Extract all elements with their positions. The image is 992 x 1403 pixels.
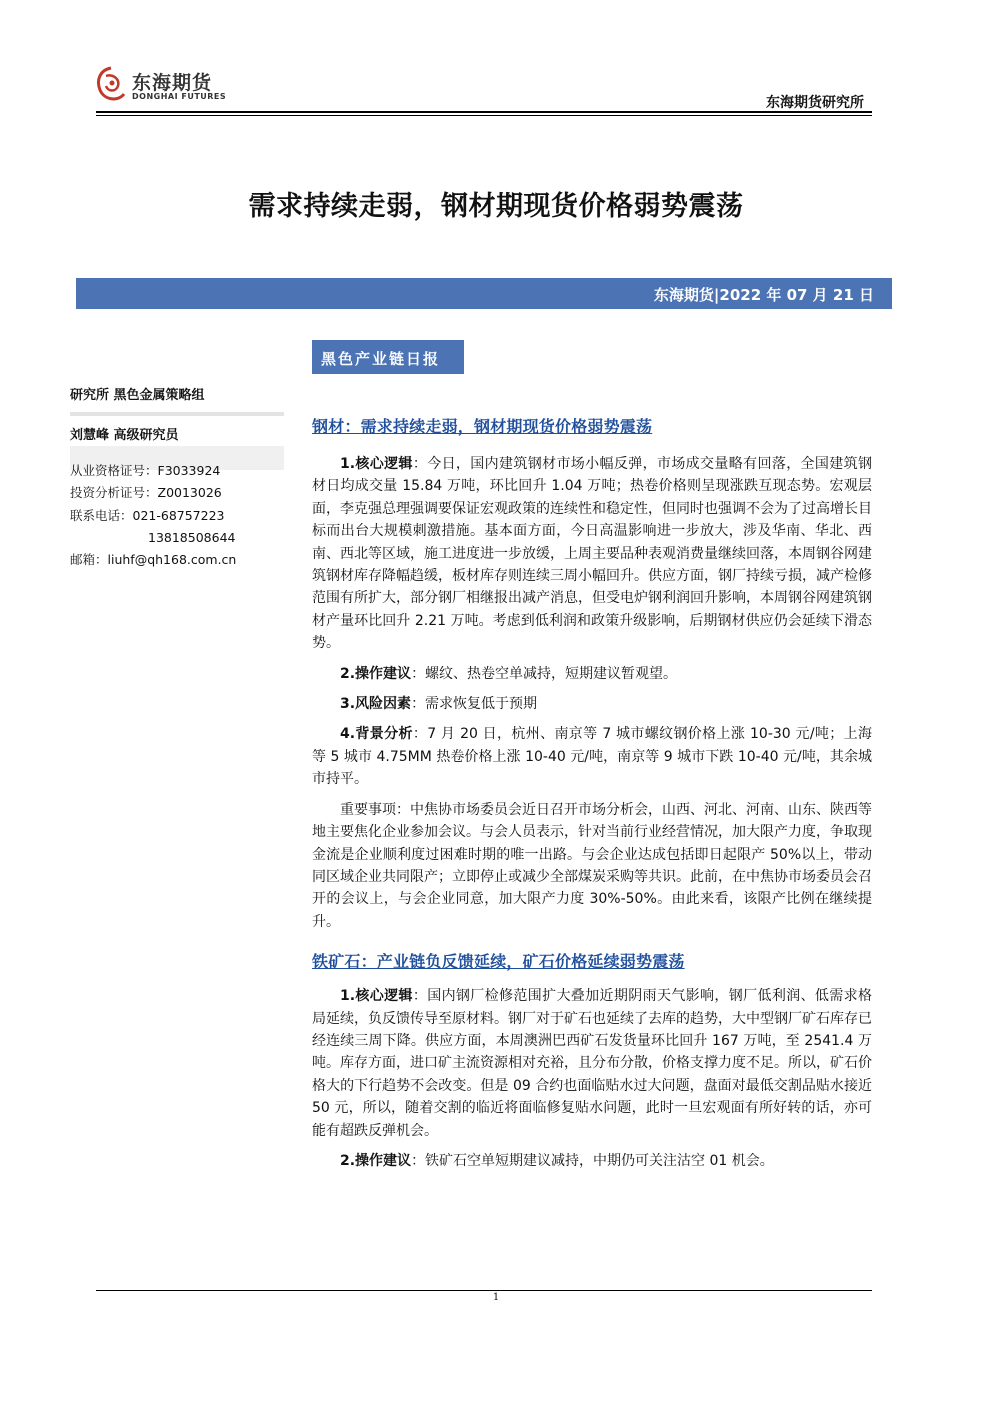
date-banner bbox=[76, 278, 892, 309]
institute-name: 东海期货研究所 bbox=[766, 95, 864, 111]
steel-operation bbox=[312, 663, 872, 685]
steel-op-label: 2.操作建议 bbox=[340, 665, 412, 682]
donghai-logo-icon bbox=[92, 64, 130, 108]
page-number: 1 bbox=[492, 1292, 500, 1303]
steel-risk-text: ：需求恢复低于预期 bbox=[411, 696, 538, 713]
steel-core-logic bbox=[312, 453, 872, 655]
footer-divider bbox=[96, 1290, 872, 1291]
steel-bg-label: 4.背景分析 bbox=[340, 726, 413, 743]
section-heading-iron-ore[interactable]: 铁矿石：产业链负反馈延续，矿石价格延续弱势震荡 bbox=[312, 952, 685, 972]
contact-mobile: 13818508644 bbox=[148, 529, 236, 545]
ore-core-text: ：国内钢厂检修范围扩大叠加近期阴雨天气影响，钢厂低利润、低需求格局延续，负反馈传导至原材料。钢厂对于矿石也延续了去库的趋势，大中型钢厂矿石库存已经连续三周下降。供应方面，本周澳洲巴西矿石发货量环比回升 167 万吨，至 2541.4 万吨。库存方面，进口矿主流资源相对充裕，且分布分散，价格支撑力度不足。所以，矿石价格大的下行趋势不会改变。但是 09 合约也面临贴水过大问题，盘面对最低交割品贴水接近 50 元，所以，随着交割的临近将面临修复贴水问题，此时一旦宏观面有所好转的话，亦可能有超跌反弹机会。 bbox=[312, 988, 872, 1139]
analyst-contact bbox=[70, 460, 236, 571]
logo-english-text: DONGHAI FUTURES bbox=[132, 92, 227, 101]
header-divider bbox=[96, 111, 872, 113]
ore-op-text: ：铁矿石空单短期建议减持，中期仍可关注沽空 01 机会。 bbox=[411, 1152, 774, 1169]
company-logo bbox=[92, 64, 232, 108]
steel-bg-text: ：7 月 20 日，杭州、南京等 7 城市螺纹钢价格上涨 10-30 元/吨；上海等 5 城市 4.75MM 热卷价格上涨 10-40 元/吨，南京等 9 城市下跌 10-40 元/吨，其余城市持平。 bbox=[312, 726, 872, 788]
report-title: 需求持续走弱，钢材期现货价格弱势震荡 bbox=[248, 191, 744, 222]
steel-core-label: 1.核心逻辑 bbox=[340, 456, 413, 472]
steel-risk bbox=[312, 693, 872, 715]
ore-op-label: 2.操作建议 bbox=[340, 1152, 412, 1169]
logo-chinese-text: 东海期货 bbox=[132, 72, 213, 94]
report-category-badge: 黑色产业链日报 bbox=[312, 340, 464, 374]
header-divider-thin bbox=[96, 115, 872, 116]
ore-operation bbox=[312, 1150, 872, 1172]
steel-important-events: 重要事项：中焦协市场委员会近日召开市场分析会，山西、河北、河南、山东、陕西等地主要焦化企业参加会议。与会人员表示，针对当前行业经营情况，加大限产力度，争取现金流是企业顺利度过困难时期的唯一出路。与会企业达成包括即日起限产 50%以上，带动同区域企业共同限产；立即停止或减少全部煤炭采购等共识。此前，在中焦协市场委员会召开的会议上，与会企业同意，加大限产力度 30%-50%。由此来看，该限产比例在继续提升。 bbox=[312, 801, 872, 930]
contact-email: 邮箱：liuhf@qh168.com.cn bbox=[70, 552, 237, 568]
steel-op-text: ：螺纹、热卷空单减持，短期建议暂观望。 bbox=[411, 665, 678, 682]
author-sidebar bbox=[70, 382, 284, 470]
steel-background bbox=[312, 723, 872, 790]
ore-core-label: 1.核心逻辑 bbox=[340, 988, 413, 1005]
report-date: 东海期货|2022 年 07 月 21 日 bbox=[653, 286, 874, 304]
qualification-number: 从业资格证号：F3033924 bbox=[70, 463, 221, 478]
ore-core-logic bbox=[312, 985, 872, 1142]
contact-phone: 联系电话：021-68757223 bbox=[70, 507, 225, 523]
report-body bbox=[312, 414, 872, 1172]
research-group: 研究所 黑色金属策略组 bbox=[70, 388, 205, 403]
section-heading-steel[interactable]: 钢材：需求持续走弱，钢材期现货价格弱势震荡 bbox=[312, 417, 653, 436]
analyst-name: 刘慧峰 高级研究员 bbox=[70, 428, 179, 443]
steel-risk-label: 3.风险因素 bbox=[340, 696, 412, 713]
analysis-number: 投资分析证号：Z0013026 bbox=[70, 485, 222, 501]
steel-core-text: ：今日，国内建筑钢材市场小幅反弹，市场成交量略有回落，全国建筑钢材日均成交量 15.84 万吨，环比回升 1.04 万吨；热卷价格则呈现涨跌互现态势。宏观层面，李克强总理强调要保证宏观政策的连续性和稳定性，但同时也强调不会为了过高增长目标而出台大规模刺激措施。基本面方面，今日高温影响进一步放大，涉及华南、华北、西南、西北等区域，施工进度进一步放缓，上周主要品种表观消费量继续回落，本周钢谷网建筑钢材库存降幅趋缓，板材库存则连续三周小幅回升。供应方面，钢厂持续亏损，减产检修范围有所扩大，部分钢厂相继报出减产消息，但受电炉钢利润回升影响，本周钢谷网建筑钢材产量环比回升 2.21 万吨。考虑到低利润和政策升级影响，后期钢材供应仍会延续下滑态势。 bbox=[312, 456, 872, 652]
